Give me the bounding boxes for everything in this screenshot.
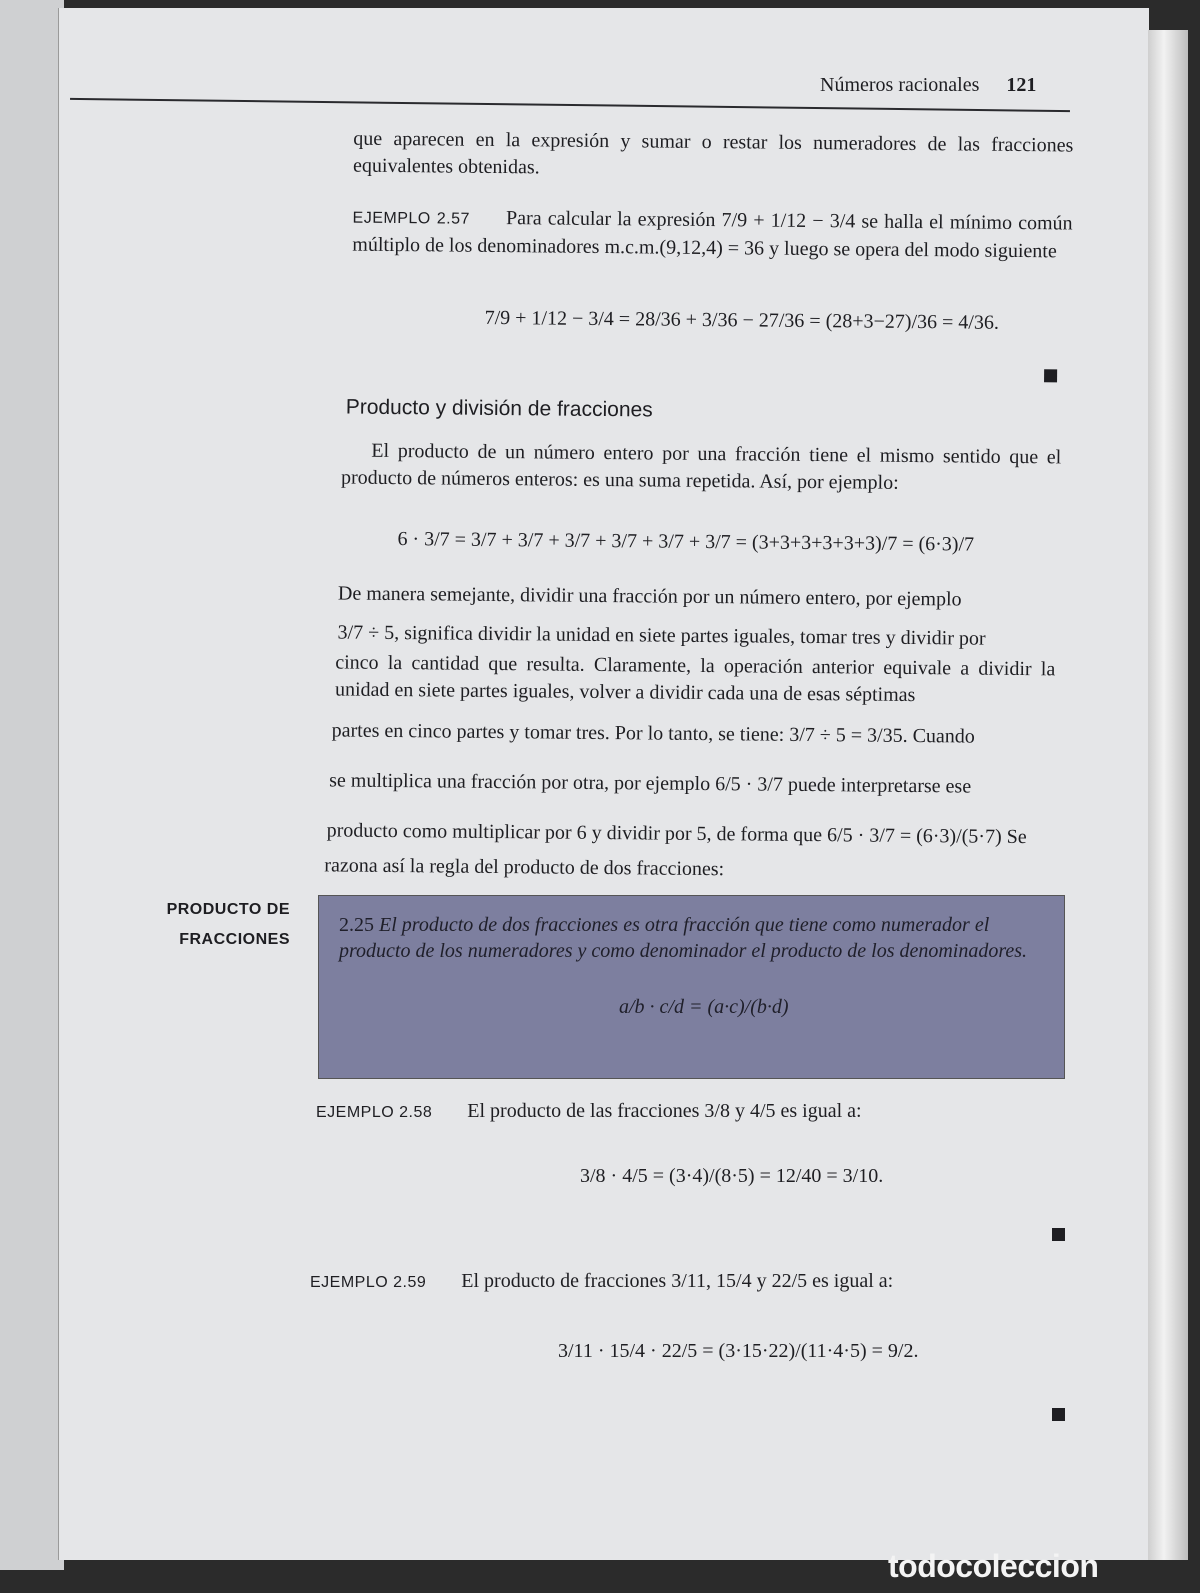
section-heading: Producto y división de fracciones <box>345 395 653 422</box>
end-of-example-mark <box>1052 1408 1065 1421</box>
formula-2-57: 7/9 + 1/12 − 3/4 = 28/36 + 3/36 − 27/36 = (28+3−27)/36 = 4/36. <box>484 306 1000 334</box>
paragraph-division-b: 3/7 ÷ 5, significa dividir la unidad en siete partes iguales, tomar tres y dividir por <box>337 621 986 650</box>
margin-label <box>150 895 290 955</box>
definition-text <box>339 912 1039 964</box>
formula-2-58: 3/8 · 4/5 = (3·4)/(8·5) = 12/40 = 3/10. <box>580 1165 884 1187</box>
formula-2-59: 3/11 · 15/4 · 22/5 = (3·15·22)/(11·4·5) = 9/2. <box>558 1340 919 1362</box>
paragraph-division-e: se multiplica una fracción por otra, por ejemplo 6/5 · 3/7 puede interpretarse ese <box>329 769 972 798</box>
paragraph-division-c: cinco la cantidad que resulta. Claramente, la operación anterior equivale a dividir la unidad en siete partes iguales, volver a dividir cada una de esas séptimas <box>334 651 1056 707</box>
example-2-57 <box>352 204 1072 266</box>
example-2-59 <box>310 1268 1030 1296</box>
paragraph-product-intro: El producto de un número entero por una fracción tiene el mismo sentido que el producto de números enteros: es una suma repetida. Así, por ejemplo: <box>340 439 1062 494</box>
margin-label-line: PRODUCTO DE <box>166 901 290 918</box>
end-of-example-mark <box>1052 1228 1065 1241</box>
paragraph-division-g: razona así la regla del producto de dos fracciones: <box>324 854 725 881</box>
example-text: El producto de fracciones 3/11, 15/4 y 22/5 es igual a: <box>461 1270 894 1292</box>
example-text-cont: se halla el mínimo común múltiplo de los denominadores m.c.m.(9,12,4) = 36 y luego se opera del modo siguiente <box>352 210 1073 263</box>
definition-formula: a/b · c/d = (a·c)/(b·d) <box>619 996 789 1018</box>
example-expression: 7/9 + 1/12 − 3/4 <box>721 209 856 233</box>
example-label: EJEMPLO 2.57 <box>352 209 471 228</box>
example-2-58 <box>316 1098 1036 1126</box>
example-label: EJEMPLO 2.59 <box>310 1274 427 1291</box>
page-number: 121 <box>1006 74 1037 96</box>
intro-paragraph: que aparecen en la expresión y sumar o restar los numeradores de las fracciones equivalentes obtenidas. <box>352 127 1074 179</box>
header-title: Números racionales <box>820 74 980 96</box>
margin-label-line: FRACCIONES <box>179 931 290 948</box>
example-text: Para calcular la expresión <box>506 207 716 232</box>
paragraph-division-a: De manera semejante, dividir una fracción por un número entero, por ejemplo <box>337 582 962 611</box>
watermark-logo: todocoleccion <box>888 1548 1099 1584</box>
definition-number: 2.25 <box>339 914 374 936</box>
end-of-example-mark <box>1044 369 1057 382</box>
definition-box <box>318 895 1065 1079</box>
example-text: El producto de las fracciones 3/8 y 4/5 es igual a: <box>467 1100 862 1122</box>
example-label: EJEMPLO 2.58 <box>316 1104 433 1121</box>
definition-body: El producto de dos fracciones es otra fracción que tiene como numerador el producto de los numeradores y como denominador el producto de los denominadores. <box>339 914 1028 962</box>
paragraph-division-f: producto como multiplicar por 6 y dividir por 5, de forma que 6/5 · 3/7 = (6·3)/(5·7) Se <box>326 819 1027 849</box>
formula-repeated-sum: 6 · 3/7 = 3/7 + 3/7 + 3/7 + 3/7 + 3/7 + 3/7 = (3+3+3+3+3+3)/7 = (6·3)/7 <box>397 528 975 556</box>
paragraph-division-d: partes en cinco partes y tomar tres. Por lo tanto, se tiene: 3/7 ÷ 5 = 3/35. Cuando <box>331 719 975 748</box>
